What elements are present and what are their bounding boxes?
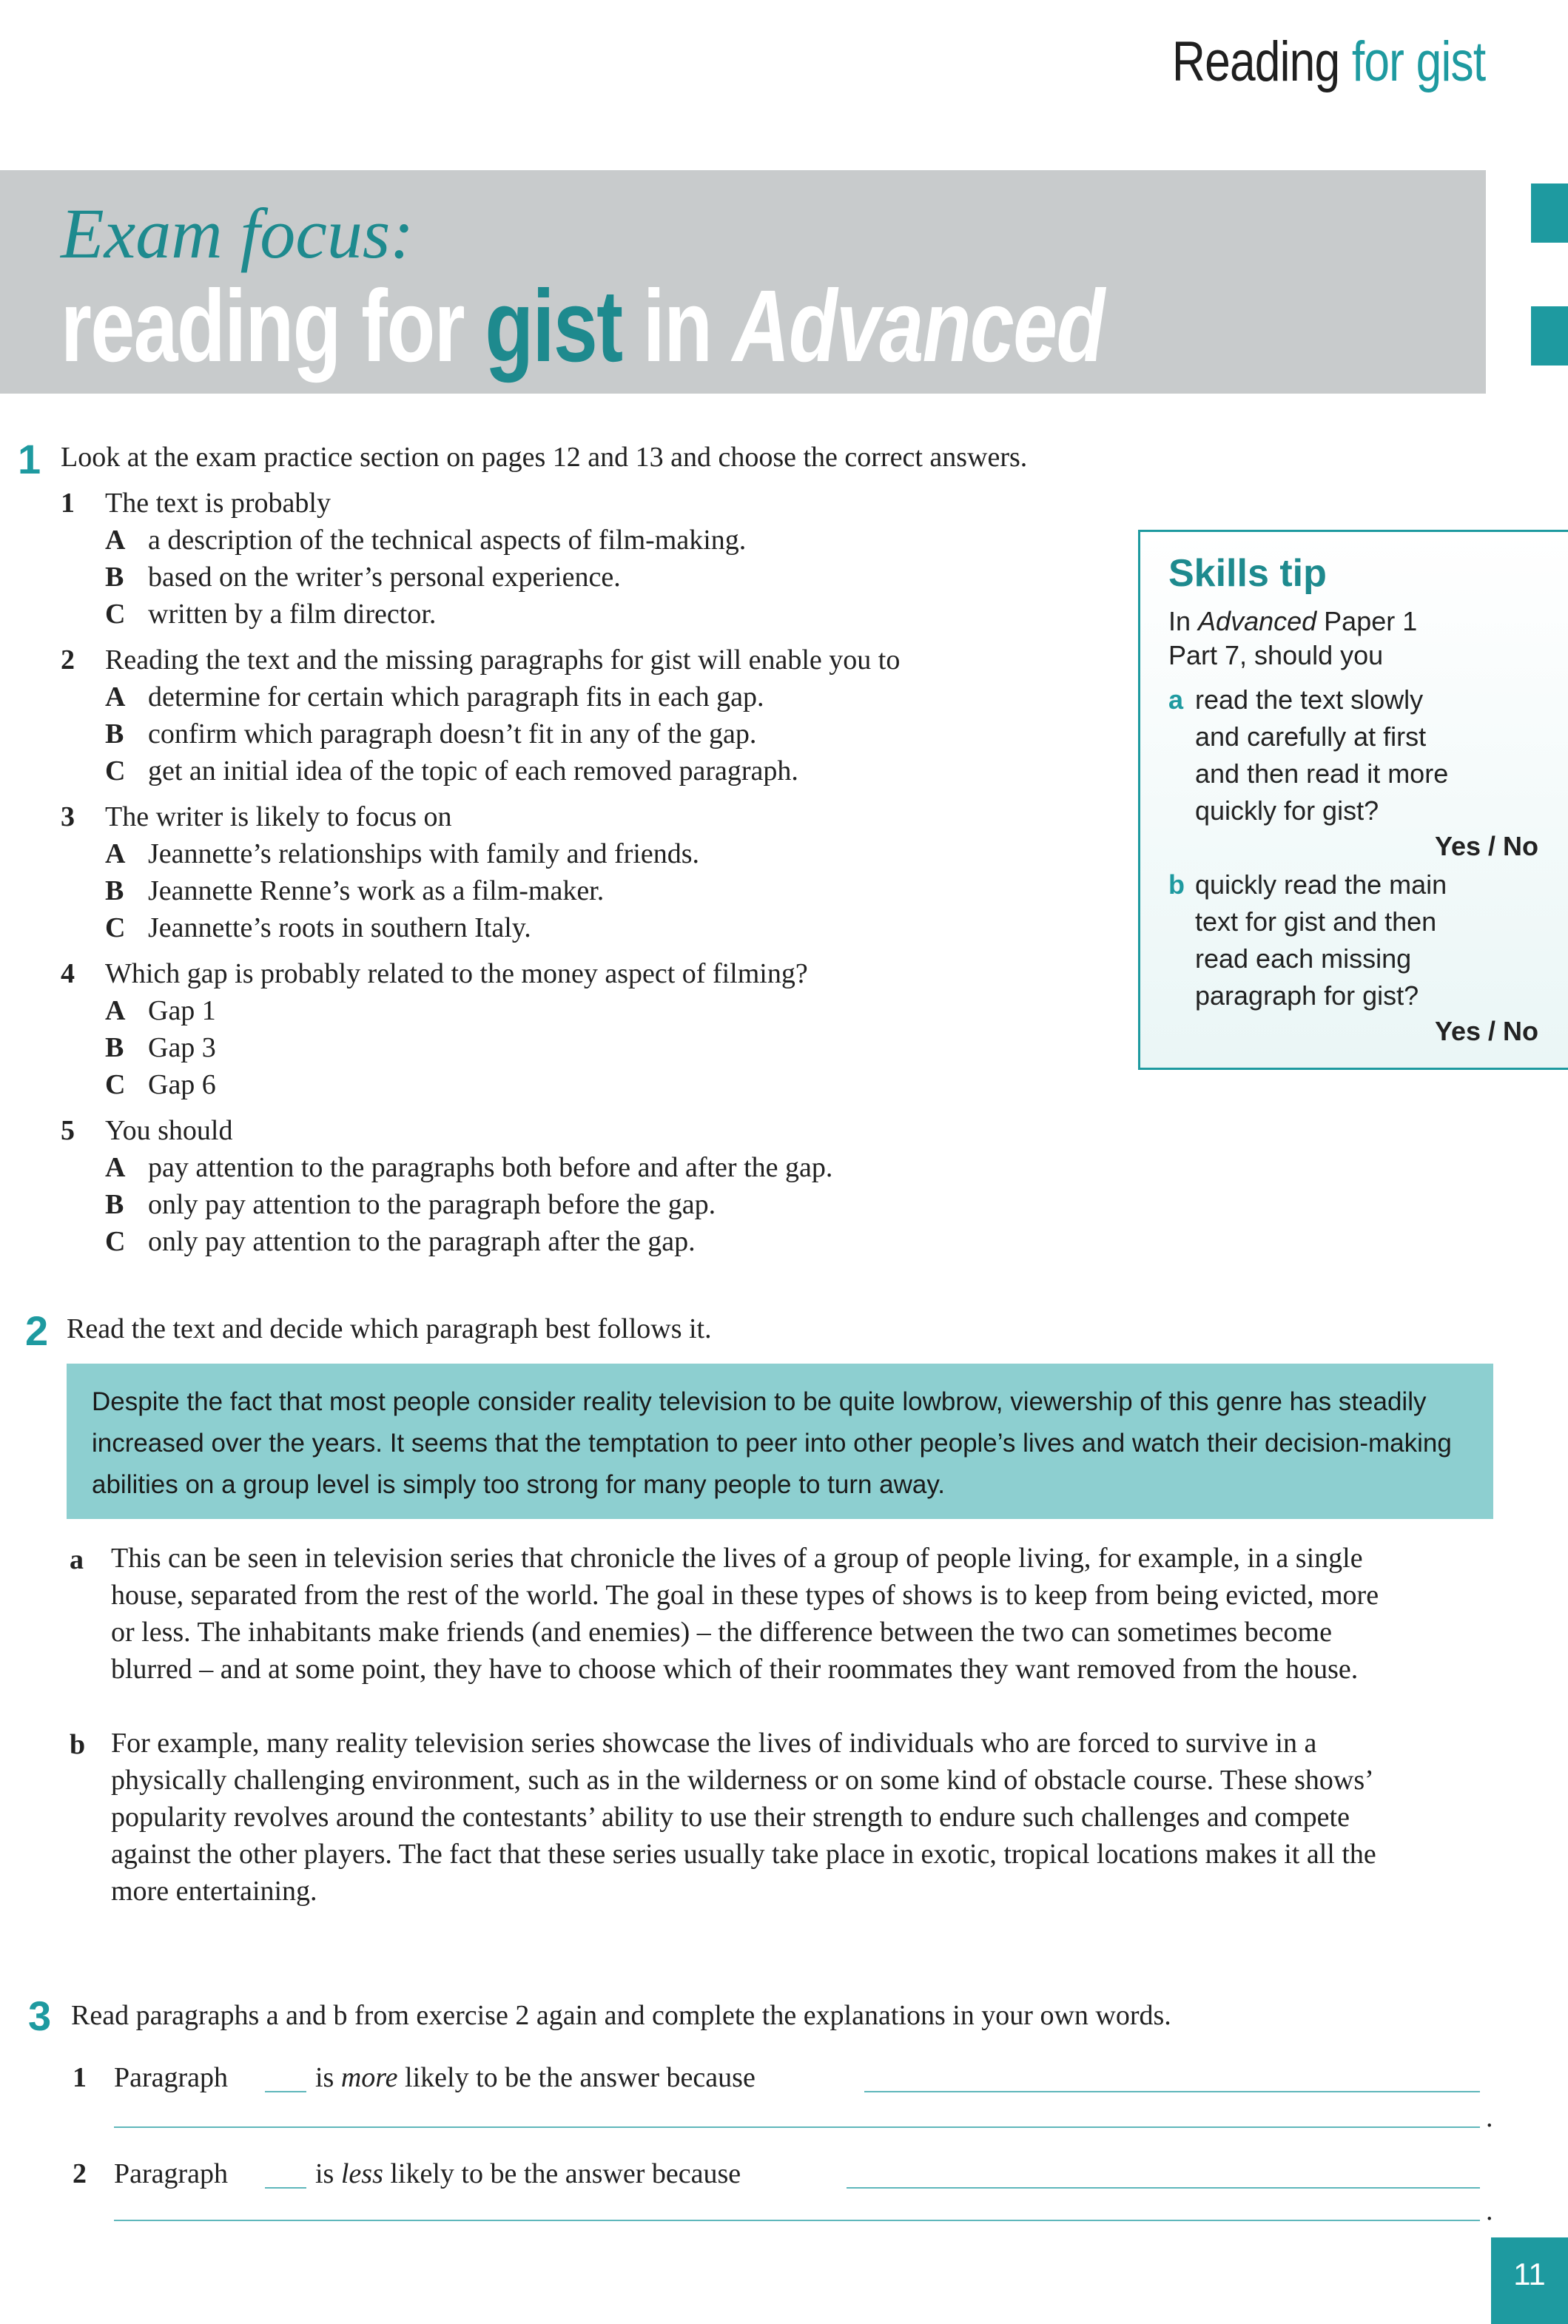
- option-letter: B: [105, 1189, 124, 1220]
- skills-tip-item-line: read each missing: [1195, 943, 1412, 974]
- option-text: only pay attention to the paragraph after the gap.: [148, 1226, 696, 1257]
- question-number: 1: [61, 488, 75, 519]
- skills-tip-item-line: read the text slowly: [1195, 684, 1424, 715]
- banner-title-advanced: Advanced: [732, 269, 1104, 383]
- item-number: 1: [73, 2062, 87, 2093]
- item-sentence-pre: is: [315, 2062, 341, 2093]
- option-text: get an initial idea of the topic of each removed paragraph.: [148, 755, 798, 787]
- option-text: Gap 1: [148, 995, 216, 1026]
- option-letter: C: [105, 755, 126, 787]
- reading-text-box: Despite the fact that most people consider reality television to be quite lowbrow, viewership of this genre has steadily increased over the years. It seems that the temptation to peer into other people’s lives and watch their decision-making abilities on a group level is simply too strong for many people to turn away.: [67, 1364, 1493, 1519]
- skills-tip-box: [1138, 530, 1568, 1070]
- question-number: 2: [61, 644, 75, 676]
- question-text: The writer is likely to focus on: [105, 801, 452, 832]
- side-tab-marker: [1531, 306, 1568, 366]
- exercise-number: 1: [18, 436, 41, 482]
- yes-no-answer[interactable]: Yes / No: [1434, 1016, 1538, 1046]
- option-letter: B: [105, 875, 124, 906]
- item-sentence-pre: is: [315, 2158, 341, 2189]
- section-title-part1: Reading: [1171, 30, 1352, 93]
- paragraph-text: For example, many reality television series showcase the lives of individuals who are forced to survive in a physically challenging environment, such as in the wilderness or on some kind of obstacle course. These shows’ popularity revolves around the contestants’ ability to use their strength to endure such challenges and compete against the other players. The fact that these series usually take place in exotic, tropical locations makes it all the more entertaining.: [111, 1728, 1376, 1907]
- option-letter: A: [105, 995, 126, 1026]
- skills-tip-item-line: text for gist and then: [1195, 906, 1437, 937]
- side-tab-marker: [1531, 183, 1568, 243]
- skills-tip-intro-post: Paper 1: [1316, 606, 1418, 636]
- exercise-instruction: Look at the exam practice section on pages 12 and 13 and choose the correct answers.: [61, 442, 1028, 473]
- option-text: confirm which paragraph doesn’t fit in any of the gap.: [148, 718, 757, 750]
- exercise-number: 2: [25, 1307, 49, 1354]
- exercise-number: 3: [28, 1993, 52, 2039]
- option-text: Jeannette’s relationships with family and friends.: [148, 838, 700, 869]
- option-text: pay attention to the paragraphs both before and after the gap.: [148, 1152, 833, 1183]
- paragraph-blank-input[interactable]: [265, 2187, 306, 2189]
- skills-tip-intro: [1168, 606, 1417, 637]
- option-letter: A: [105, 525, 126, 556]
- option-letter: C: [105, 1226, 126, 1257]
- option-text: determine for certain which paragraph fits in each gap.: [148, 681, 764, 713]
- option-text: only pay attention to the paragraph before the gap.: [148, 1189, 716, 1220]
- option-letter: C: [105, 1069, 126, 1100]
- item-sentence: [315, 2061, 756, 2094]
- option-text: Jeannette’s roots in southern Italy.: [148, 912, 531, 943]
- skills-tip-intro-line2: Part 7, should you: [1168, 640, 1384, 670]
- option-letter: A: [105, 1152, 126, 1183]
- item-sentence: [315, 2158, 741, 2190]
- question-text: You should: [105, 1115, 233, 1146]
- section-title: [1172, 30, 1485, 94]
- paragraph-letter: a: [70, 1544, 84, 1575]
- banner-title: [61, 268, 1104, 385]
- skills-tip-item-line: paragraph for gist?: [1195, 980, 1419, 1011]
- option-letter: C: [105, 912, 126, 943]
- line-end-period: .: [1486, 2195, 1493, 2226]
- question-number: 5: [61, 1115, 75, 1146]
- skills-tip-intro-pre: In: [1168, 606, 1199, 636]
- option-text: based on the writer’s personal experience.: [148, 562, 621, 593]
- paragraph-letter: b: [70, 1729, 86, 1760]
- banner-title-part1: reading for: [61, 269, 485, 383]
- option-text: written by a film director.: [148, 599, 437, 630]
- banner-title-part2: in: [622, 269, 733, 383]
- item-sentence-emphasis: more: [340, 2062, 398, 2093]
- option-letter: C: [105, 599, 126, 630]
- option-text: Jeannette Renne’s work as a film-maker.: [148, 875, 605, 906]
- option-letter: A: [105, 681, 126, 713]
- option-letter: A: [105, 838, 126, 869]
- skills-tip-item-letter: b: [1168, 869, 1185, 900]
- paragraph-blank-input[interactable]: [265, 2091, 306, 2092]
- skills-tip-title: Skills tip: [1168, 552, 1327, 595]
- skills-tip-item-line: and carefully at first: [1195, 721, 1427, 752]
- skills-tip-item-letter: a: [1168, 684, 1184, 715]
- option-letter: B: [105, 718, 124, 750]
- skills-tip-item-line: quickly read the main: [1195, 869, 1447, 900]
- banner-subtitle: Exam focus:: [61, 194, 414, 273]
- yes-no-answer[interactable]: Yes / No: [1434, 831, 1538, 861]
- line-end-period: .: [1486, 2102, 1493, 2133]
- option-letter: B: [105, 1032, 124, 1063]
- skills-tip-item-line: quickly for gist?: [1195, 795, 1379, 826]
- page-number: 11: [1491, 2237, 1568, 2324]
- item-prefix: Paragraph: [114, 2158, 229, 2189]
- answer-line-input[interactable]: [847, 2187, 1480, 2189]
- section-title-part2: for gist: [1351, 30, 1485, 93]
- question-number: 3: [61, 801, 75, 832]
- skills-tip-intro-italic: Advanced: [1198, 606, 1317, 636]
- exercise-instruction: Read paragraphs a and b from exercise 2 again and complete the explanations in your own words.: [71, 2000, 1171, 2031]
- option-text: Gap 6: [148, 1069, 216, 1100]
- option-text: a description of the technical aspects of film-making.: [148, 525, 747, 556]
- question-text: Reading the text and the missing paragraphs for gist will enable you to: [105, 644, 901, 676]
- question-text: The text is probably: [105, 488, 331, 519]
- item-sentence-post: likely to be the answer because: [397, 2062, 756, 2093]
- option-text: Gap 3: [148, 1032, 216, 1063]
- banner-title-gist: gist: [485, 269, 622, 383]
- exam-focus-banner: [0, 170, 1486, 394]
- option-letter: B: [105, 562, 124, 593]
- skills-tip-item-line: and then read it more: [1195, 758, 1449, 789]
- paragraph-text: This can be seen in television series that chronicle the lives of a group of people living, for example, in a single house, separated from the rest of the world. The goal in these types of shows is to keep from being evicted, more or less. The inhabitants make friends (and enemies) – the difference between the two can sometimes become blurred – and at some point, they have to choose which of their roommates they want removed from the house.: [111, 1543, 1379, 1685]
- answer-line-input[interactable]: [864, 2091, 1480, 2092]
- item-sentence-emphasis: less: [340, 2158, 383, 2189]
- item-number: 2: [73, 2158, 87, 2189]
- question-text: Which gap is probably related to the money aspect of filming?: [105, 958, 808, 989]
- exercise-instruction: Read the text and decide which paragraph best follows it.: [67, 1313, 712, 1344]
- answer-line-input[interactable]: [114, 2126, 1480, 2128]
- item-prefix: Paragraph: [114, 2062, 229, 2093]
- question-number: 4: [61, 958, 75, 989]
- answer-line-input[interactable]: [114, 2220, 1480, 2221]
- item-sentence-post: likely to be the answer because: [383, 2158, 741, 2189]
